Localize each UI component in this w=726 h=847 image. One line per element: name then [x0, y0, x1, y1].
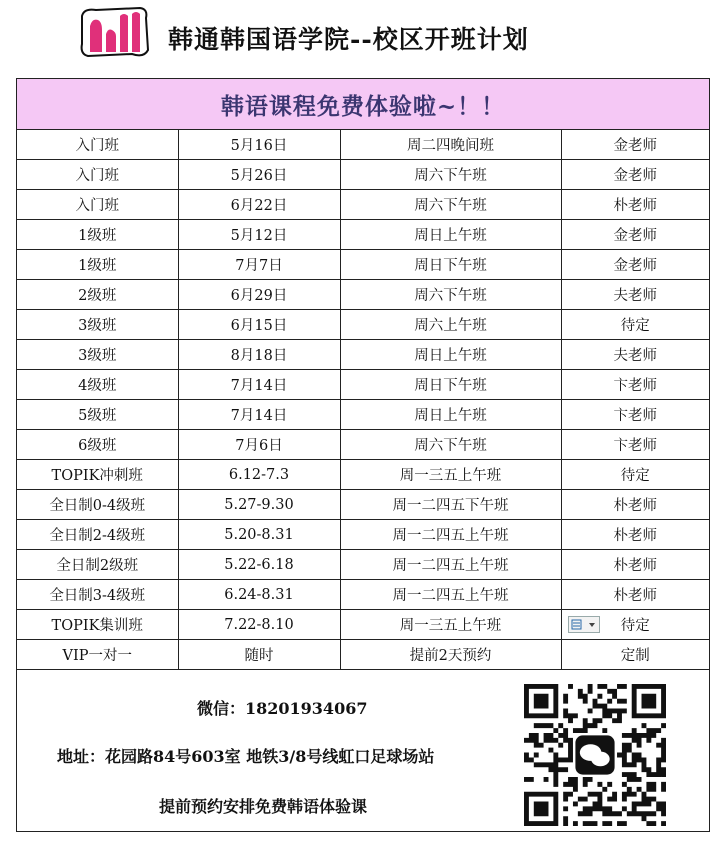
session-time-cell: [340, 370, 561, 400]
session-time-text: 周六上午班: [414, 318, 487, 334]
class-level-cell: [17, 340, 178, 370]
wechat-qr-code: [524, 684, 666, 826]
teacher-text: 朴老师: [613, 198, 657, 214]
session-time-text: 周一二四五下午班: [392, 498, 509, 514]
teacher-text: 待定: [620, 318, 650, 334]
session-time-text: 周二四晚间班: [407, 138, 494, 154]
table-row: [17, 160, 709, 190]
start-date-text: 随时: [244, 648, 274, 664]
session-time-cell: [340, 220, 561, 250]
session-time-text: 周一二四五上午班: [392, 588, 509, 604]
teacher-cell: [561, 370, 709, 400]
class-level-text: 2级班: [78, 288, 117, 304]
start-date-cell: [178, 460, 340, 490]
class-level-cell: [17, 160, 178, 190]
table-row: [17, 310, 709, 340]
table-row: [17, 280, 709, 310]
table-row: [17, 460, 709, 490]
teacher-cell: [561, 220, 709, 250]
session-time-text: 周一三五上午班: [399, 468, 502, 484]
start-date-text: 7月6日: [235, 438, 283, 454]
class-level-text: 4级班: [78, 378, 117, 394]
start-date-cell: [178, 220, 340, 250]
session-time-text: 周日下午班: [414, 258, 487, 274]
class-level-cell: [17, 520, 178, 550]
start-date-cell: [178, 130, 340, 160]
teacher-text: 朴老师: [613, 558, 657, 574]
teacher-text: 金老师: [613, 138, 657, 154]
session-time-cell: [340, 610, 561, 640]
teacher-cell: [561, 340, 709, 370]
contact-section: [17, 670, 709, 834]
class-level-cell: [17, 400, 178, 430]
class-level-cell: [17, 250, 178, 280]
start-date-text: 6月29日: [230, 288, 288, 304]
table-row: [17, 430, 709, 460]
class-level-cell: [17, 640, 178, 670]
class-level-text: 入门班: [75, 168, 119, 184]
teacher-cell: [561, 160, 709, 190]
teacher-text: 金老师: [613, 168, 657, 184]
session-time-text: 周日上午班: [414, 408, 487, 424]
start-date-text: 5.22-6.18: [224, 556, 294, 573]
start-date-cell: [178, 430, 340, 460]
teacher-text: 朴老师: [613, 588, 657, 604]
start-date-cell: [178, 520, 340, 550]
class-level-text: 3级班: [78, 348, 117, 364]
start-date-cell: [178, 310, 340, 340]
class-level-cell: [17, 190, 178, 220]
session-time-text: 周六下午班: [414, 168, 487, 184]
teacher-text: 待定: [620, 618, 650, 634]
table-row: [17, 520, 709, 550]
teacher-text: 待定: [620, 468, 650, 484]
teacher-cell: [561, 520, 709, 550]
teacher-cell: [561, 310, 709, 340]
promo-banner: 韩语课程免费体验啦~！！: [17, 79, 709, 130]
teacher-cell: [561, 490, 709, 520]
start-date-text: 6.12-7.3: [228, 466, 290, 483]
table-row: [17, 340, 709, 370]
class-level-text: VIP一对一: [62, 648, 132, 664]
class-level-cell: [17, 610, 178, 640]
session-time-text: 提前2天预约: [409, 648, 492, 664]
start-date-cell: [178, 610, 340, 640]
start-date-text: 5月12日: [230, 228, 288, 244]
session-time-cell: [340, 400, 561, 430]
class-level-text: 全日制0-4级班: [49, 498, 146, 514]
teacher-cell: [561, 430, 709, 460]
start-date-cell: [178, 550, 340, 580]
teacher-cell: [561, 550, 709, 580]
session-time-text: 周六下午班: [414, 288, 487, 304]
class-level-text: 入门班: [75, 198, 119, 214]
wechat-contact: 微信：18201934067: [197, 699, 368, 718]
start-date-cell: [178, 490, 340, 520]
teacher-text: 夫老师: [613, 348, 657, 364]
table-row: [17, 640, 709, 670]
session-time-text: 周六下午班: [414, 198, 487, 214]
start-date-text: 5.27-9.30: [224, 496, 294, 513]
page-title: 韩通韩国语学院--校区开班计划: [168, 25, 529, 54]
session-time-cell: [340, 460, 561, 490]
teacher-text: 金老师: [613, 228, 657, 244]
session-time-cell: [340, 340, 561, 370]
class-level-text: 3级班: [78, 318, 117, 334]
teacher-cell: [561, 640, 709, 670]
start-date-cell: [178, 400, 340, 430]
table-row: [17, 250, 709, 280]
teacher-text: 金老师: [613, 258, 657, 274]
teacher-cell: [561, 610, 709, 640]
start-date-text: 7月14日: [230, 408, 288, 424]
class-level-text: 全日制2-4级班: [49, 528, 146, 544]
session-time-text: 周日上午班: [414, 228, 487, 244]
class-level-text: 1级班: [78, 258, 117, 274]
session-time-cell: [340, 490, 561, 520]
session-time-cell: [340, 520, 561, 550]
start-date-text: 6月22日: [230, 198, 288, 214]
start-date-cell: [178, 280, 340, 310]
session-time-cell: [340, 250, 561, 280]
teacher-text: 定制: [620, 648, 650, 664]
class-level-text: 全日制2级班: [56, 558, 139, 574]
teacher-text: 朴老师: [613, 498, 657, 514]
class-level-cell: [17, 280, 178, 310]
class-level-text: 1级班: [78, 228, 117, 244]
class-level-cell: [17, 580, 178, 610]
start-date-cell: [178, 250, 340, 280]
teacher-cell: [561, 280, 709, 310]
class-level-cell: [17, 130, 178, 160]
session-time-cell: [340, 160, 561, 190]
session-time-cell: [340, 580, 561, 610]
class-level-cell: [17, 370, 178, 400]
session-time-text: 周一三五上午班: [399, 618, 502, 634]
header: [0, 0, 726, 78]
start-date-text: 6月15日: [230, 318, 288, 334]
session-time-cell: [340, 310, 561, 340]
start-date-cell: [178, 580, 340, 610]
booking-tip: 提前预约安排免费韩语体验课: [159, 797, 368, 816]
table-row: [17, 490, 709, 520]
class-level-text: TOPIK集训班: [51, 618, 143, 634]
session-time-cell: [340, 130, 561, 160]
start-date-text: 6.24-8.31: [224, 586, 294, 603]
start-date-cell: [178, 190, 340, 220]
start-date-text: 5.20-8.31: [224, 526, 294, 543]
teacher-cell: [561, 250, 709, 280]
table-row: [17, 400, 709, 430]
teacher-cell: [561, 400, 709, 430]
start-date-text: 7月7日: [235, 258, 283, 274]
teacher-cell: [561, 460, 709, 490]
class-level-text: 全日制3-4级班: [49, 588, 146, 604]
class-level-cell: [17, 220, 178, 250]
teacher-text: 卞老师: [613, 438, 657, 454]
start-date-cell: [178, 640, 340, 670]
session-time-cell: [340, 550, 561, 580]
brand-logo-icon: [78, 6, 150, 58]
start-date-text: 7.22-8.10: [224, 616, 294, 633]
table-row: [17, 610, 709, 640]
table-row: [17, 190, 709, 220]
filter-options-icon[interactable]: [568, 616, 600, 633]
address: 地址：花园路84号603室 地铁3/8号线虹口足球场站: [57, 747, 435, 766]
table-row: [17, 220, 709, 250]
schedule-sheet: [16, 78, 710, 832]
start-date-text: 7月14日: [230, 378, 288, 394]
session-time-text: 周一二四五上午班: [392, 528, 509, 544]
class-level-text: TOPIK冲刺班: [51, 468, 143, 484]
class-level-text: 6级班: [78, 438, 117, 454]
start-date-text: 5月26日: [230, 168, 288, 184]
session-time-text: 周日上午班: [414, 348, 487, 364]
session-time-cell: [340, 640, 561, 670]
teacher-text: 卞老师: [613, 378, 657, 394]
session-time-text: 周一二四五上午班: [392, 558, 509, 574]
teacher-text: 夫老师: [613, 288, 657, 304]
table-row: [17, 370, 709, 400]
table-row: [17, 130, 709, 160]
teacher-cell: [561, 130, 709, 160]
class-level-cell: [17, 460, 178, 490]
session-time-text: 周六下午班: [414, 438, 487, 454]
class-level-cell: [17, 490, 178, 520]
session-time-cell: [340, 190, 561, 220]
class-level-cell: [17, 430, 178, 460]
table-row: [17, 550, 709, 580]
class-level-text: 5级班: [78, 408, 117, 424]
session-time-cell: [340, 430, 561, 460]
start-date-cell: [178, 160, 340, 190]
start-date-cell: [178, 370, 340, 400]
schedule-table: [17, 130, 709, 670]
teacher-cell: [561, 190, 709, 220]
table-row: [17, 580, 709, 610]
teacher-cell: [561, 580, 709, 610]
start-date-cell: [178, 340, 340, 370]
start-date-text: 5月16日: [230, 138, 288, 154]
session-time-text: 周日下午班: [414, 378, 487, 394]
class-level-cell: [17, 310, 178, 340]
start-date-text: 8月18日: [230, 348, 288, 364]
teacher-text: 朴老师: [613, 528, 657, 544]
class-level-cell: [17, 550, 178, 580]
class-level-text: 入门班: [75, 138, 119, 154]
session-time-cell: [340, 280, 561, 310]
teacher-text: 卞老师: [613, 408, 657, 424]
